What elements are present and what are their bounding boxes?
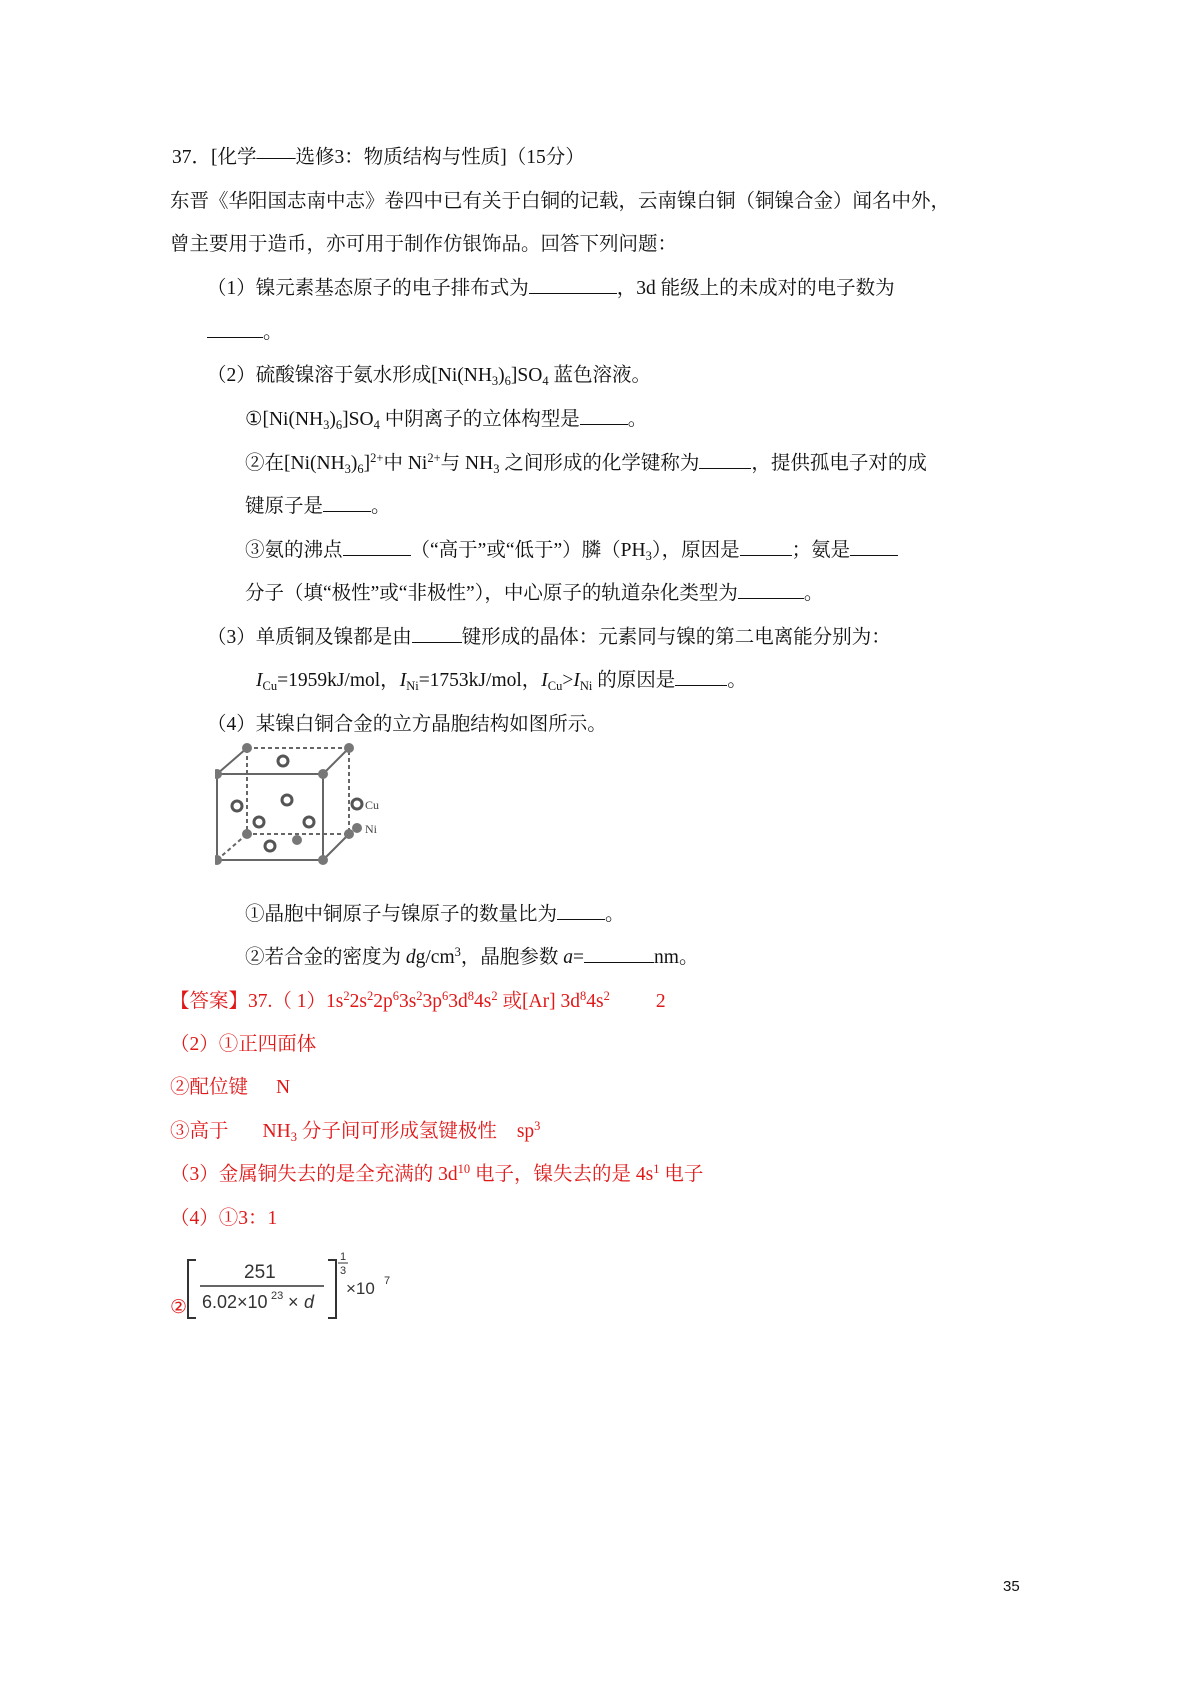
svg-text:251: 251	[244, 1262, 276, 1283]
answer-line-5: （3）金属铜失去的是全充满的 $3d^{10}$ 电子，镍失去的是 $4s^1$ 电子	[170, 1162, 704, 1185]
q2-line: （2）硫酸镍溶于氨水形成$[Ni(NH_3)_6]SO_4$ 蓝色溶液。	[207, 365, 651, 388]
question-title: [化学——选修3：物质结构与性质]（15分）	[211, 147, 585, 168]
answer-blank	[675, 668, 727, 686]
answer-blank	[850, 538, 898, 556]
answer-line-6: （4）①3：1	[170, 1208, 278, 1229]
question-number: 37．	[172, 147, 212, 168]
q2-2-line: ②在$[Ni(NH_3)_6]^{2+}$中 $Ni^{2+}$与 $NH_3$ 之间形成的化学键称为 ，提供孤电子对的成	[245, 451, 927, 476]
intro-line-1: 东晋《华阳国志南中志》卷四中已有关于白铜的记载，云南镍白铜（铜镍合金）闻名中外，	[170, 191, 951, 212]
svg-text:×: ×	[288, 1292, 299, 1312]
q2-1-line: $①[Ni(NH_3)_6]SO_4$ 中阴离子的立体构型是 。	[245, 409, 648, 432]
svg-text:×10: ×10	[346, 1279, 375, 1298]
answer-line-3: ②配位键 N	[170, 1077, 291, 1098]
answer-blank	[584, 945, 654, 963]
formula-circle-2: ②	[170, 1297, 188, 1318]
answer-blank	[343, 538, 411, 556]
answer-line-2: （2）①正四面体	[170, 1034, 317, 1055]
answer-blank	[207, 320, 263, 338]
answer-blank	[557, 902, 605, 920]
svg-text:3: 3	[340, 1265, 347, 1277]
svg-text:7: 7	[384, 1275, 391, 1287]
answer-blank	[529, 276, 617, 294]
q4-line: （4）某镍白铜合金的立方晶胞结构如图所示。	[207, 714, 607, 735]
question-heading	[172, 145, 585, 171]
q4-2-line: ②若合金的密度为 $dg/cm^3$，晶胞参数 a= nm。	[245, 945, 699, 968]
answer-blank	[699, 451, 751, 469]
answer-line-4: ③高于 $NH_3$ 分子间可形成氢键极性 $sp^3$	[170, 1119, 541, 1144]
answer-blank	[580, 407, 628, 425]
legend-ni-label: Ni	[365, 822, 377, 836]
q2-2-line-2: 键原子是 。	[245, 496, 391, 517]
svg-text:d: d	[304, 1292, 315, 1312]
q1-line-2: 。	[207, 320, 283, 346]
q3-line-2: $I_{Cu}=1959kJ$/mol，$I_{Ni}=1753kJ$/mol，$I_{Cu}>I_{Ni}$ 的原因是 。	[256, 670, 747, 693]
q2-3-line: ③氨的沸点 （“高于”或“低于”）膦$(PH_3)$，原因是 ；氨是	[245, 538, 898, 564]
answer-blank	[740, 538, 792, 556]
svg-text:23: 23	[271, 1290, 284, 1302]
answer-blank	[323, 494, 371, 512]
unit-cell-diagram	[215, 742, 405, 870]
answer-blank	[738, 581, 804, 599]
density-formula	[170, 1248, 418, 1333]
q4-1-line: ①晶胞中铜原子与镍原子的数量比为 。	[245, 904, 625, 925]
legend-cu-label: Cu	[365, 798, 380, 812]
page-number: 35	[1003, 1578, 1020, 1595]
answer-blank	[412, 625, 462, 643]
q3-line: （3）单质铜及镍都是由 键形成的晶体：元素同与镍的第二电离能分别为：	[207, 627, 891, 648]
intro-line-2: 曾主要用于造币，亦可用于制作仿银饰品。回答下列问题：	[170, 234, 678, 255]
answer-tag: 【答案】	[170, 991, 249, 1012]
q1-line: （1）镍元素基态原子的电子排布式为 ，3d 能级上的未成对的电子数为	[207, 278, 895, 299]
q2-3-line-2: 分子（填“极性”或“非极性”），中心原子的轨道杂化类型为 。	[245, 583, 824, 604]
svg-text:1: 1	[340, 1251, 347, 1263]
formula-graphic	[178, 1248, 418, 1328]
svg-text:6.02×10: 6.02×10	[202, 1292, 268, 1312]
answer-line-1: 【答案】37.（ $1)1s^22s^22p^63s^23p^63d^84s^2$ 或[Ar] $3d^84s^2$ 2	[170, 989, 666, 1012]
